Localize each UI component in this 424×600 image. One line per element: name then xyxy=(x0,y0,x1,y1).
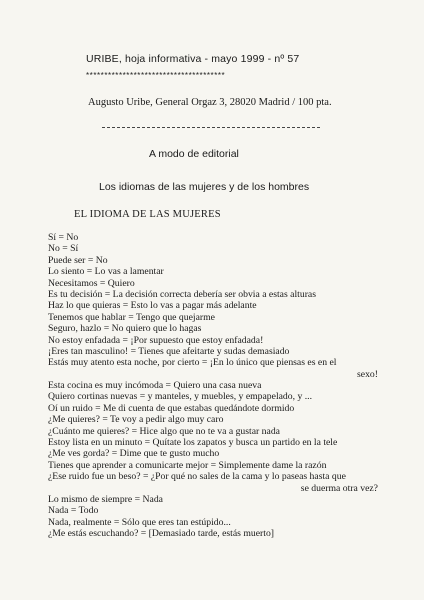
phrase-line: Esta cocina es muy incómoda = Quiero una casa nueva xyxy=(48,380,262,392)
phrase-line: Es tu decisión = La decisión correcta debería ser obvia a estas alturas xyxy=(48,288,316,300)
phrase-line: ¿Me ves gorda? = Dime que te gusto mucho xyxy=(48,448,220,460)
phrase-line: ¿Cuánto me quieres? = Hice algo que no te va a gustar nada xyxy=(48,425,280,437)
phrase-line: Lo mismo de siempre = Nada xyxy=(48,493,163,505)
phrase-line: ¿Ese ruido fue un beso? = ¿Por qué no sales de la cama y lo paseas hasta que xyxy=(48,471,346,483)
phrase-line: Nada, realmente = Sólo que eres tan estúpido... xyxy=(48,516,231,528)
newsletter-masthead: URIBE, hoja informativa - mayo 1999 - nº 57 xyxy=(86,53,300,65)
editorial-label: A modo de editorial xyxy=(149,148,239,160)
phrase-line: Lo siento = Lo vas a lamentar xyxy=(48,266,164,278)
phrase-line-continuation: sexo! xyxy=(357,368,378,380)
dashed-divider xyxy=(102,127,320,128)
article-title: Los idiomas de las mujeres y de los hombres xyxy=(99,181,310,193)
phrase-line: Estoy lista en un minuto = Quítate los zapatos y busca un partido en la tele xyxy=(48,437,338,449)
phrase-line: No estoy enfadada = ¡Por supuesto que estoy enfadada! xyxy=(48,334,264,346)
phrase-line-continuation: se duerma otra vez? xyxy=(300,482,378,494)
phrase-line: Tienes que aprender a comunicarte mejor = Simplemente dame la razón xyxy=(48,459,327,471)
phrase-line: Tenemos que hablar = Tengo que quejarme xyxy=(48,311,215,323)
phrase-line: Nada = Todo xyxy=(48,505,99,517)
phrase-line: ¡Eres tan masculino! = Tienes que afeitarte y sudas demasiado xyxy=(48,345,290,357)
phrase-list xyxy=(48,232,378,540)
phrase-line: Haz lo que quieras = Esto lo vas a pagar más adelante xyxy=(48,300,257,312)
phrase-line: Puede ser = No xyxy=(48,254,108,266)
phrase-line: Oí un ruido = Me di cuenta de que estabas quedándote dormido xyxy=(48,402,295,414)
section-title: EL IDIOMA DE LAS MUJERES xyxy=(74,209,221,220)
phrase-line: No = Sí xyxy=(48,243,79,255)
publisher-address: Augusto Uribe, General Orgaz 3, 28020 Madrid / 100 pta. xyxy=(88,97,332,108)
phrase-line: ¿Me estás escuchando? = [Demasiado tarde, estás muerto] xyxy=(48,528,275,540)
phrase-line: Quiero cortinas nuevas = y manteles, y muebles, y empapelado, y ... xyxy=(48,391,312,403)
phrase-line: Necesitamos = Quiero xyxy=(48,277,135,289)
phrase-line: Seguro, hazlo = No quiero que lo hagas xyxy=(48,323,202,335)
phrase-line: Sí = No xyxy=(48,232,79,243)
star-divider: ************************************** xyxy=(86,71,226,80)
phrase-line: Estás muy atento esta noche, por cierto = ¡En lo único que piensas es en el xyxy=(48,357,337,369)
phrase-line: ¿Me quieres? = Te voy a pedir algo muy caro xyxy=(48,414,224,426)
